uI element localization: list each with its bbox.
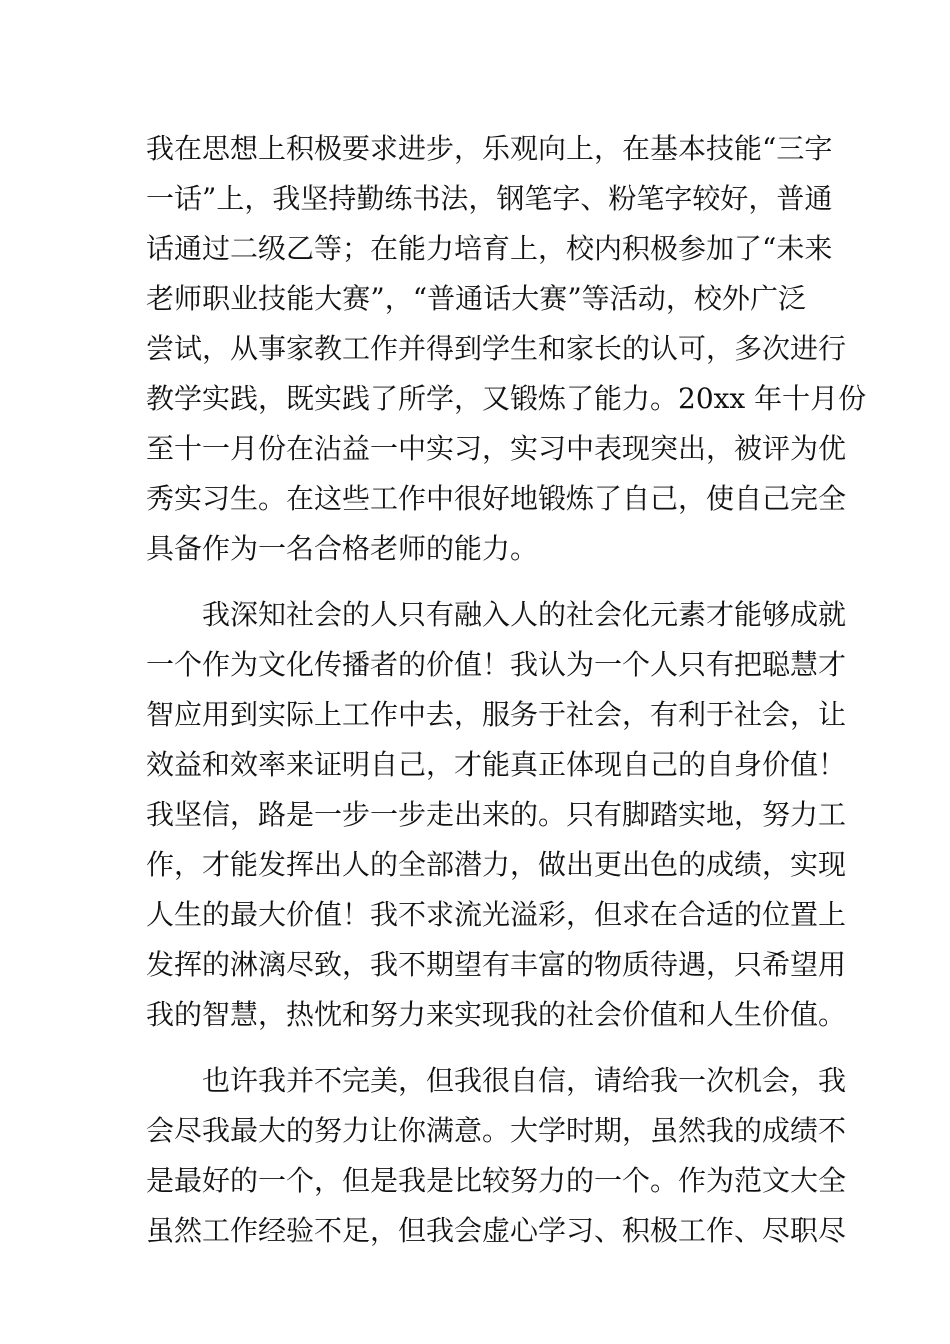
paragraph-line: 我的智慧，热忱和努力来实现我的社会价值和人生价值。	[146, 998, 847, 1031]
paragraph-line: 秀实习生。在这些工作中很好地锻炼了自己，使自己完全	[146, 482, 847, 515]
paragraph-spacer	[146, 574, 806, 590]
paragraph-line: 话通过二级乙等；在能力培育上，校内积极参加了“未来	[146, 232, 833, 265]
paragraph-line: 至十一月份在沾益一中实习，实习中表现突出，被评为优	[146, 432, 847, 465]
paragraph-spacer	[146, 1040, 806, 1056]
paragraph-line: 虽然工作经验不足，但我会虚心学习、积极工作、尽职尽	[146, 1214, 847, 1247]
paragraph-2	[146, 590, 847, 1040]
paragraph-line: 人生的最大价值！我不求流光溢彩，但求在合适的位置上	[146, 898, 847, 931]
paragraph-line: 具备作为一名合格老师的能力。	[146, 532, 539, 565]
paragraph-line: 会尽我最大的努力让你满意。大学时期，虽然我的成绩不	[146, 1114, 847, 1147]
paragraph-line: 是最好的一个，但是我是比较努力的一个。作为范文大全	[146, 1164, 847, 1197]
paragraph-1	[146, 124, 867, 574]
paragraph-line: 作，才能发挥出人的全部潜力，做出更出色的成绩，实现	[146, 848, 847, 881]
paragraph-line: 我坚信，路是一步一步走出来的。只有脚踏实地，努力工	[146, 798, 847, 831]
paragraph-line: 一个作为文化传播者的价值！我认为一个人只有把聪慧才	[146, 648, 847, 681]
paragraph-line: 效益和效率来证明自己，才能真正体现自己的自身价值！	[146, 748, 847, 781]
paragraph-line: 也许我并不完美，但我很自信，请给我一次机会，我	[146, 1064, 847, 1097]
paragraph-line: 教学实践，既实践了所学，又锻炼了能力。20xx 年十月份	[146, 382, 867, 415]
paragraph-line: 尝试，从事家教工作并得到学生和家长的认可，多次进行	[146, 332, 847, 365]
paragraph-line: 我在思想上积极要求进步，乐观向上，在基本技能“三字	[146, 132, 833, 165]
paragraph-line: 发挥的淋漓尽致，我不期望有丰富的物质待遇，只希望用	[146, 948, 847, 981]
paragraph-line: 一话”上，我坚持勤练书法，钢笔字、粉笔字较好，普通	[146, 182, 833, 215]
paragraph-line: 老师职业技能大赛”，“普通话大赛”等活动，校外广泛	[146, 282, 806, 315]
document-body	[146, 124, 867, 1256]
paragraph-3	[146, 1056, 847, 1256]
paragraph-line: 智应用到实际上工作中去，服务于社会，有利于社会，让	[146, 698, 847, 731]
paragraph-line: 我深知社会的人只有融入人的社会化元素才能够成就	[146, 598, 847, 631]
